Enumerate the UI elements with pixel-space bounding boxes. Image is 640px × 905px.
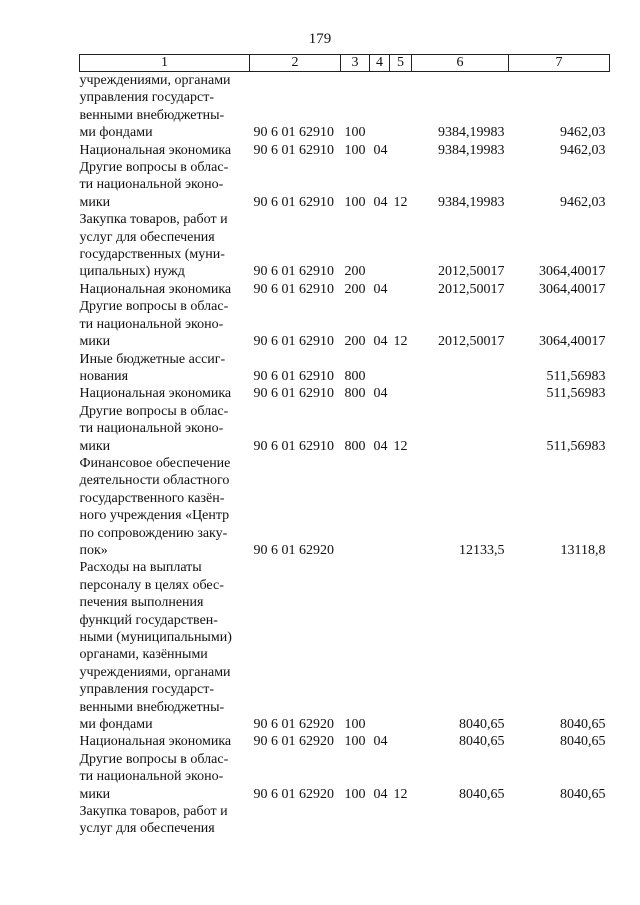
row-section: 04	[373, 142, 388, 158]
row-expense-type: 800	[344, 368, 366, 384]
row-value-6: 8040,65	[459, 717, 505, 733]
table-row	[80, 298, 610, 350]
row-name-line: управления государст-	[79, 682, 214, 698]
column-header-1: 1	[80, 55, 250, 72]
row-name-line: Другие вопросы в облас-	[79, 299, 229, 315]
column-header-3: 3	[341, 55, 370, 72]
table-row	[80, 751, 610, 803]
table-row	[80, 142, 610, 159]
table-row	[80, 803, 610, 838]
row-code: 90 6 01 62910	[253, 368, 334, 384]
table-row	[80, 211, 610, 281]
row-value-7: 13118,8	[560, 542, 606, 558]
row-name	[80, 403, 250, 455]
row-value-6: 9384,19983	[438, 125, 505, 141]
row-expense-type: 100	[344, 194, 366, 210]
row-name-line: ти национальной эконо-	[79, 316, 224, 332]
table-row	[80, 455, 610, 559]
row-section: 04	[373, 786, 388, 802]
row-name-line: ми фондами	[79, 125, 153, 141]
row-section	[370, 211, 390, 281]
row-code: 90 6 01 62910	[253, 438, 334, 454]
row-section	[370, 72, 390, 142]
row-name-line: Финансовое обеспечение	[79, 455, 231, 471]
row-value-7: 9462,03	[560, 142, 606, 158]
row-name-line: Другие вопросы в облас-	[79, 751, 229, 767]
row-name-line: государственного казён-	[79, 490, 225, 506]
row-code: 90 6 01 62920	[253, 542, 334, 558]
row-code	[250, 803, 341, 838]
row-subsection: 12	[393, 786, 408, 802]
row-name-line: ти национальной эконо-	[79, 177, 224, 193]
row-code: 90 6 01 62910	[253, 194, 334, 210]
row-expense-type	[341, 455, 370, 559]
row-value-7	[509, 803, 610, 838]
row-name-line: Национальная экономика	[79, 386, 232, 402]
row-value-7: 511,56983	[546, 438, 606, 454]
column-header-6: 6	[412, 55, 509, 72]
row-value-6: 2012,50017	[438, 264, 505, 280]
column-header-2: 2	[250, 55, 341, 72]
table-row	[80, 159, 610, 211]
row-name-line: Национальная экономика	[79, 734, 232, 750]
row-name-line: пок»	[79, 542, 108, 558]
row-name-line: ципальных) нужд	[79, 264, 185, 280]
row-name-line: нования	[79, 368, 129, 384]
row-expense-type: 100	[344, 717, 366, 733]
row-subsection	[390, 211, 412, 281]
row-name	[80, 142, 250, 159]
row-name-line: Расходы на выплаты	[79, 560, 202, 576]
row-code: 90 6 01 62920	[253, 734, 334, 750]
row-name	[80, 733, 250, 750]
row-name	[80, 455, 250, 559]
row-section: 04	[373, 281, 388, 297]
row-code: 90 6 01 62910	[253, 281, 334, 297]
row-value-7: 3064,40017	[539, 281, 606, 297]
row-section: 04	[373, 438, 388, 454]
row-expense-type	[341, 803, 370, 838]
column-header-7: 7	[509, 55, 610, 72]
row-code: 90 6 01 62920	[253, 786, 334, 802]
row-name-line: Национальная экономика	[79, 281, 232, 297]
row-section: 04	[373, 734, 388, 750]
row-expense-type: 200	[344, 334, 366, 350]
row-value-7: 511,56983	[546, 386, 606, 402]
row-name-line: органами, казёнными	[79, 647, 208, 663]
column-header-4: 4	[370, 55, 390, 72]
row-expense-type: 100	[344, 142, 366, 158]
page-number: 179	[308, 31, 332, 47]
row-subsection	[390, 351, 412, 386]
row-section: 04	[373, 194, 388, 210]
row-subsection	[390, 281, 412, 298]
row-value-6: 8040,65	[459, 786, 505, 802]
row-name	[80, 803, 250, 838]
row-name-line: печения выполнения	[79, 595, 204, 611]
table-row	[80, 281, 610, 298]
row-subsection	[390, 803, 412, 838]
row-value-6: 2012,50017	[438, 281, 505, 297]
budget-table	[79, 54, 610, 838]
row-name-line: услуг для обеспечения	[79, 229, 215, 245]
row-name	[80, 281, 250, 298]
row-value-7: 3064,40017	[539, 264, 606, 280]
row-section	[370, 559, 390, 733]
row-name-line: учреждениями, органами	[79, 664, 231, 680]
row-name-line: деятельности областного	[79, 473, 230, 489]
row-code: 90 6 01 62910	[253, 386, 334, 402]
table-row	[80, 72, 610, 142]
row-value-6	[412, 803, 509, 838]
row-value-7: 8040,65	[560, 786, 606, 802]
row-value-6	[412, 403, 509, 455]
row-code: 90 6 01 62910	[253, 264, 334, 280]
row-name-line: функций государствен-	[79, 612, 218, 628]
table-row	[80, 385, 610, 402]
row-name	[80, 298, 250, 350]
row-name-line: услуг для обеспечения	[79, 821, 215, 837]
row-name	[80, 385, 250, 402]
row-name-line: государственных (муни-	[79, 247, 225, 263]
row-name-line: ми фондами	[79, 717, 153, 733]
row-value-7: 9462,03	[560, 194, 606, 210]
row-value-7: 9462,03	[560, 125, 606, 141]
row-value-6: 9384,19983	[438, 194, 505, 210]
row-name-line: Закупка товаров, работ и	[79, 804, 228, 820]
row-name-line: венными внебюджетны-	[79, 699, 225, 715]
row-expense-type: 100	[344, 734, 366, 750]
row-name-line: мики	[79, 786, 111, 802]
row-name-line: управления государст-	[79, 90, 214, 106]
row-subsection	[390, 733, 412, 750]
row-name-line: учреждениями, органами	[79, 73, 231, 88]
table-header	[80, 55, 610, 72]
row-name-line: мики	[79, 194, 111, 210]
row-expense-type: 100	[344, 786, 366, 802]
row-name-line: мики	[79, 334, 111, 350]
row-code: 90 6 01 62910	[253, 334, 334, 350]
row-value-6	[412, 385, 509, 402]
row-code: 90 6 01 62910	[253, 125, 334, 141]
row-section: 04	[373, 386, 388, 402]
row-name	[80, 72, 250, 142]
row-value-7: 8040,65	[560, 734, 606, 750]
row-name-line: ного учреждения «Центр	[79, 508, 230, 524]
row-name-line: по сопровождению заку-	[79, 525, 228, 541]
row-section	[370, 455, 390, 559]
table-row	[80, 559, 610, 733]
table-row	[80, 733, 610, 750]
row-name-line: ти национальной эконо-	[79, 769, 224, 785]
row-name-line: венными внебюджетны-	[79, 107, 225, 123]
row-section	[370, 803, 390, 838]
row-value-7: 3064,40017	[539, 334, 606, 350]
row-subsection	[390, 142, 412, 159]
row-name	[80, 751, 250, 803]
row-value-6	[412, 351, 509, 386]
row-name	[80, 351, 250, 386]
row-name-line: Другие вопросы в облас-	[79, 160, 229, 176]
row-subsection	[390, 455, 412, 559]
row-value-7: 8040,65	[560, 717, 606, 733]
row-subsection: 12	[393, 438, 408, 454]
row-expense-type: 100	[344, 125, 366, 141]
row-value-6: 9384,19983	[438, 142, 505, 158]
row-section: 04	[373, 334, 388, 350]
row-value-6: 8040,65	[459, 734, 505, 750]
row-code: 90 6 01 62920	[253, 717, 334, 733]
row-value-7: 511,56983	[546, 368, 606, 384]
row-name-line: ными (муниципальными)	[79, 630, 232, 645]
row-name-line: Иные бюджетные ассиг-	[79, 351, 226, 367]
table-row	[80, 403, 610, 455]
row-subsection	[390, 72, 412, 142]
row-expense-type: 800	[344, 438, 366, 454]
row-subsection: 12	[393, 194, 408, 210]
row-name-line: ти национальной эконо-	[79, 421, 224, 437]
row-subsection	[390, 559, 412, 733]
row-value-6: 12133,5	[459, 542, 505, 558]
table-row	[80, 351, 610, 386]
row-expense-type: 200	[344, 264, 366, 280]
row-name-line: Другие вопросы в облас-	[79, 403, 229, 419]
row-name-line: мики	[79, 438, 111, 454]
row-expense-type: 800	[344, 386, 366, 402]
row-subsection	[390, 385, 412, 402]
row-value-6: 2012,50017	[438, 334, 505, 350]
row-code: 90 6 01 62910	[253, 142, 334, 158]
row-name-line: персоналу в целях обес-	[79, 577, 224, 593]
row-subsection: 12	[393, 334, 408, 350]
row-name	[80, 559, 250, 733]
table-body	[80, 72, 610, 838]
row-name	[80, 159, 250, 211]
row-name-line: Закупка товаров, работ и	[79, 212, 228, 228]
row-name	[80, 211, 250, 281]
row-section	[370, 351, 390, 386]
row-expense-type: 200	[344, 281, 366, 297]
row-name-line: Национальная экономика	[79, 142, 232, 158]
column-header-5: 5	[390, 55, 412, 72]
